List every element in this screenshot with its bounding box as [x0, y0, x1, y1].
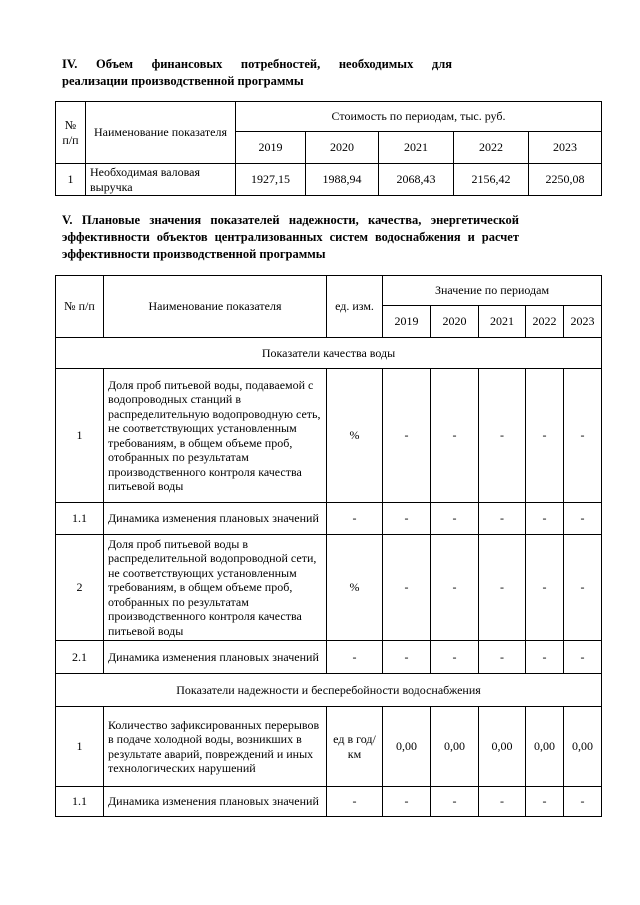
year-header: 2023: [564, 306, 602, 338]
section-5-heading: [62, 212, 582, 263]
year-header: 2021: [379, 132, 454, 164]
year-header: 2020: [431, 306, 479, 338]
row-name: Динамика изменения плановых значений: [104, 641, 327, 674]
row-value: -: [564, 641, 602, 674]
row-number: 1.1: [56, 503, 104, 535]
row-value: 0,00: [431, 707, 479, 787]
table-row: [56, 787, 602, 817]
col-header-number: № п/п: [56, 276, 104, 338]
year-header: 2019: [383, 306, 431, 338]
row-value: -: [383, 503, 431, 535]
col-header-name: Наименование показателя: [104, 276, 327, 338]
row-unit: -: [327, 503, 383, 535]
row-unit: ед в год/ км: [327, 707, 383, 787]
col-header-number: № п/п: [56, 102, 86, 164]
year-header: 2022: [454, 132, 529, 164]
row-value: 0,00: [383, 707, 431, 787]
row-value: -: [431, 535, 479, 641]
row-value: -: [526, 787, 564, 817]
row-number: 1.1: [56, 787, 104, 817]
row-value: -: [526, 369, 564, 503]
section-5-heading-line-3: эффективности производственной программы: [62, 247, 326, 261]
row-value: -: [564, 787, 602, 817]
row-value: -: [431, 787, 479, 817]
row-unit: %: [327, 535, 383, 641]
row-value: -: [479, 503, 526, 535]
table-row: [56, 707, 602, 787]
row-value: -: [431, 503, 479, 535]
table-row: [56, 369, 602, 503]
col-header-cost: Стоимость по периодам, тыс. руб.: [236, 102, 602, 132]
section-4-heading-line-2: реализации производственной программы: [62, 74, 304, 88]
row-value: -: [526, 503, 564, 535]
section-4-heading-line-1: IV. Объем финансовых потребностей, необходимых для: [62, 57, 452, 71]
row-name: Динамика изменения плановых значений: [104, 503, 327, 535]
row-unit: %: [327, 369, 383, 503]
section-4-heading: [62, 56, 582, 90]
row-value: -: [431, 641, 479, 674]
year-header: 2023: [529, 132, 602, 164]
table-row: [56, 535, 602, 641]
row-value: -: [564, 535, 602, 641]
row-number: 1: [56, 707, 104, 787]
row-value: -: [564, 369, 602, 503]
row-value: -: [479, 641, 526, 674]
year-header: 2022: [526, 306, 564, 338]
year-header: 2020: [306, 132, 379, 164]
year-header: 2019: [236, 132, 306, 164]
col-header-unit: ед. изм.: [327, 276, 383, 338]
row-value: 2068,43: [379, 164, 454, 196]
row-value: 2250,08: [529, 164, 602, 196]
row-value: 1988,94: [306, 164, 379, 196]
planned-indicators-table: [55, 275, 602, 817]
row-value: -: [383, 787, 431, 817]
row-number: 1: [56, 164, 86, 196]
group-header-water-quality: Показатели качества воды: [56, 338, 602, 369]
financial-needs-table: [55, 101, 602, 196]
row-value: -: [383, 641, 431, 674]
row-value: -: [431, 369, 479, 503]
row-value: 0,00: [564, 707, 602, 787]
row-unit: -: [327, 787, 383, 817]
section-5-heading-line-2: эффективности объектов централизованных систем водоснабжения и расчет: [62, 230, 519, 244]
row-value: -: [383, 369, 431, 503]
year-header: 2021: [479, 306, 526, 338]
row-value: -: [479, 787, 526, 817]
row-value: -: [526, 641, 564, 674]
section-5-heading-line-1: V. Плановые значения показателей надежности, качества, энергетической: [62, 213, 519, 227]
row-value: -: [383, 535, 431, 641]
table-row: [56, 641, 602, 674]
row-value: 1927,15: [236, 164, 306, 196]
col-header-name: Наименование показателя: [86, 102, 236, 164]
row-value: 0,00: [479, 707, 526, 787]
row-value: -: [526, 535, 564, 641]
col-header-values: Значение по периодам: [383, 276, 602, 306]
row-name: Количество зафиксированных перерывов в подаче холодной воды, возникших в результате аварий, повреждений и иных технологических нарушений: [104, 707, 327, 787]
row-number: 2.1: [56, 641, 104, 674]
row-number: 1: [56, 369, 104, 503]
row-value: -: [479, 535, 526, 641]
row-unit: -: [327, 641, 383, 674]
row-value: -: [479, 369, 526, 503]
row-name: Динамика изменения плановых значений: [104, 787, 327, 817]
row-name: Необходимая валовая выручка: [86, 164, 236, 196]
table-row: [56, 503, 602, 535]
table-row: [56, 164, 602, 196]
row-number: 2: [56, 535, 104, 641]
row-name: Доля проб питьевой воды в распределительной водопроводной сети, не соответствующих установленным требованиям, в общем объеме проб, отобранных по результатам производственного контроля качества питьевой воды: [104, 535, 327, 641]
group-header-reliability: Показатели надежности и бесперебойности водоснабжения: [56, 674, 602, 707]
row-value: 0,00: [526, 707, 564, 787]
row-value: 2156,42: [454, 164, 529, 196]
row-name: Доля проб питьевой воды, подаваемой с водопроводных станций в распределительную водопроводную сеть, не соответствующих установленным требованиям, в общем объеме проб, отобранных по результатам производственного контроля качества питьевой воды: [104, 369, 327, 503]
row-value: -: [564, 503, 602, 535]
